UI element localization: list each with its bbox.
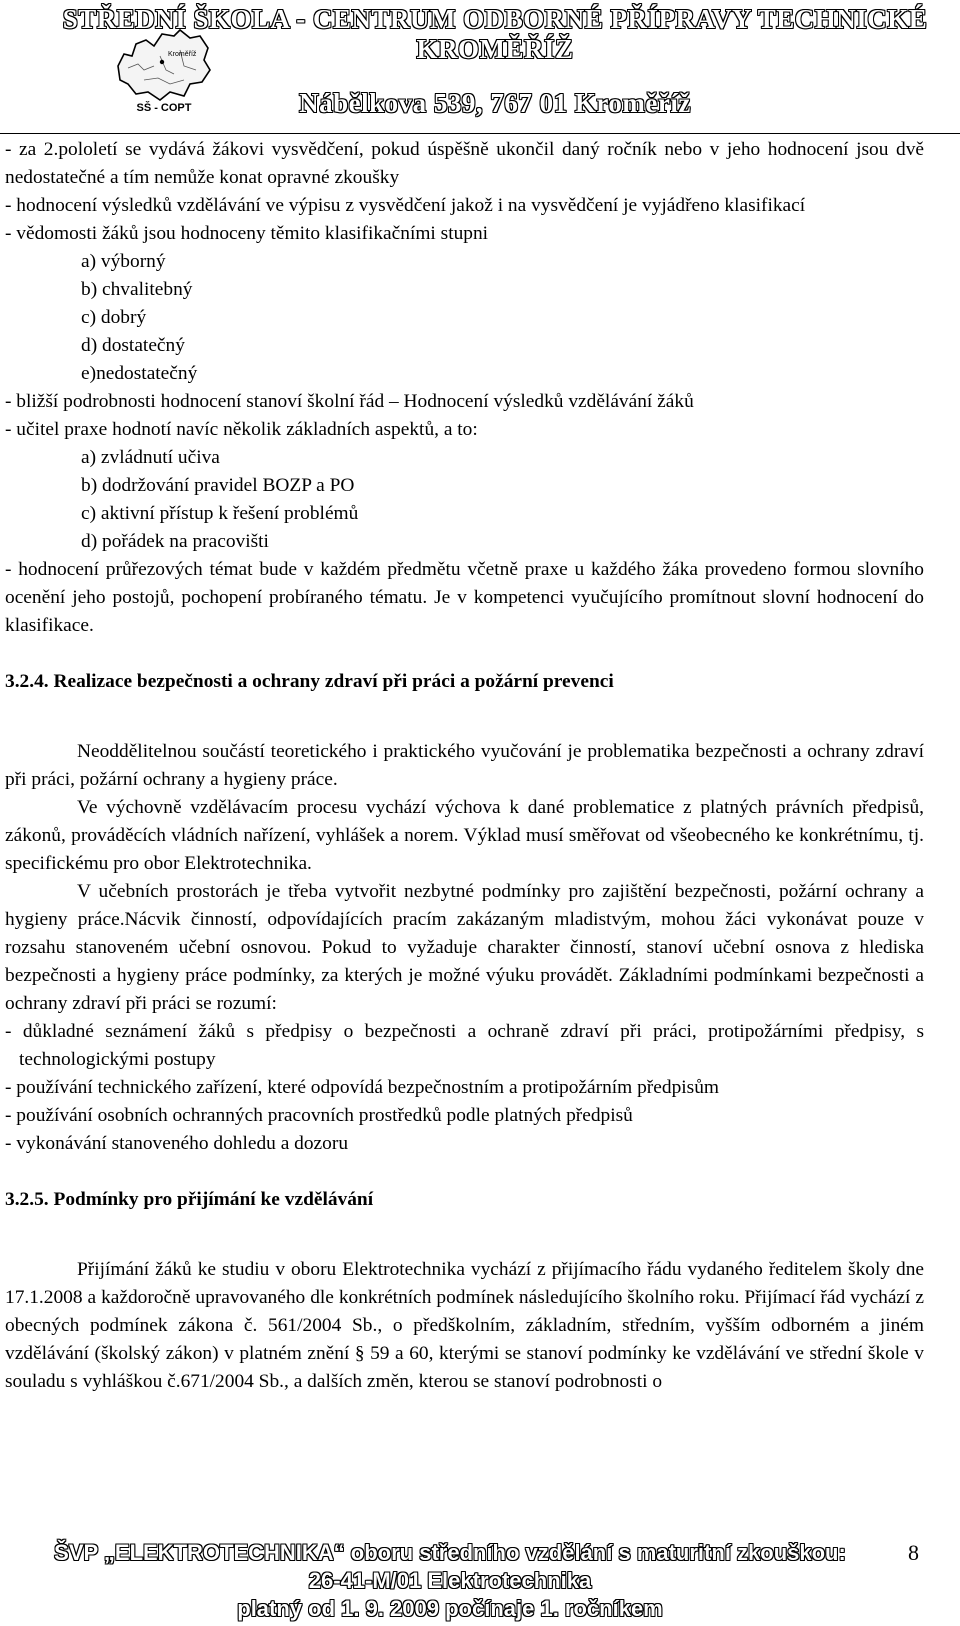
paragraph: Neoddělitelnou součástí teoretického i praktického vyučování je problematika bezpečnosti a ochrany zdraví při práci, požární ochrany a hygieny práce. xyxy=(5,741,924,790)
document-body xyxy=(5,136,924,1396)
paragraph: - hodnocení průřezových témat bude v každém předmětu včetně praxe u každého žáka provedeno formou slovního ocenění jeho postojů, pochopení probíraného tématu. Je v kompetenci vyučujícího promítnout slovní hodnocení do klasifikace. xyxy=(5,559,924,636)
logo-place-label: Kroměříž xyxy=(168,51,197,58)
list-item: c) dobrý xyxy=(81,307,147,328)
list-item: a) zvládnutí učiva xyxy=(81,447,220,468)
footer-validity: platný od 1. 9. 2009 počínaje 1. ročníkem xyxy=(237,1596,663,1621)
list-item: b) chvalitebný xyxy=(81,279,193,300)
list-item: c) aktivní přístup k řešení problémů xyxy=(81,503,359,524)
footer-field-code: 26-41-M/01 Elektrotechnika xyxy=(308,1568,592,1593)
paragraph: - hodnocení výsledků vzdělávání ve výpisu z vysvědčení jakož i na vysvědčení je vyjádřeno klasifikací xyxy=(5,195,806,216)
paragraph: - vědomosti žáků jsou hodnoceny těmito klasifikačními stupni xyxy=(5,223,489,244)
section-heading-3-2-4: 3.2.4. Realizace bezpečnosti a ochrany zdraví při práci a požární prevenci xyxy=(5,671,614,692)
paragraph: Přijímání žáků ke studiu v oboru Elektrotechnika vychází z přijímacího řádu vydaného ředitelem školy dne 17.1.2008 a každoročně upravovaného dle konkrétních podmínek následujícího školního roku. Přijímací řád vychází z obecných podmínek zákona č. 561/2004 Sb., o předškolním, základním, středním, vyšším odborném a jiném vzdělávání (školský zákon) v platném znění § 59 a 60, kterými se stanoví podmínky ke vzdělávání ve střední škole v souladu s vyhláškou č.671/2004 Sb., a dalších změn, kterou se stanoví podrobnosti o xyxy=(5,1259,924,1392)
region-map-icon xyxy=(114,26,214,104)
page-footer xyxy=(0,1532,960,1626)
paragraph: - bližší podrobnosti hodnocení stanoví školní řád – Hodnocení výsledků vzdělávání žáků xyxy=(5,391,694,412)
header-divider xyxy=(0,133,960,134)
list-item: - důkladné seznámení žáků s předpisy o bezpečnosti a ochraně zdraví při práci, protipožárními předpisy, s technologickými postupy xyxy=(5,1021,924,1070)
page-header xyxy=(0,0,960,132)
school-logo xyxy=(114,26,214,122)
list-item: d) pořádek na pracovišti xyxy=(81,531,269,552)
list-item: - vykonávání stanoveného dohledu a dozoru xyxy=(5,1133,349,1154)
school-address: Nábělkova 539, 767 01 Kroměříž xyxy=(299,88,691,118)
logo-caption: SŠ - COPT xyxy=(136,102,192,114)
section-heading-3-2-5: 3.2.5. Podmínky pro přijímání ke vzdělávání xyxy=(5,1189,374,1210)
list-item: - používání technického zařízení, které odpovídá bezpečnostním a protipožárním předpisům xyxy=(5,1077,719,1098)
page-number: 8 xyxy=(908,1540,919,1565)
school-name-line2: KROMĚŘÍŽ xyxy=(416,34,574,64)
list-item: a) výborný xyxy=(81,251,166,272)
paragraph: - učitel praxe hodnotí navíc několik základních aspektů, a to: xyxy=(5,419,478,440)
list-item: - používání osobních ochranných pracovních prostředků podle platných předpisů xyxy=(5,1105,633,1126)
footer-program-title: ŠVP „ELEKTROTECHNIKA“ oboru středního vzdělání s maturitní zkouškou: xyxy=(54,1540,846,1565)
paragraph: Ve výchovně vzdělávacím procesu vychází výchova k dané problematice z platných právních předpisů, zákonů, prováděcích vládních nařízení, vyhlášek a norem. Výklad musí směřovat od všeobecného ke konkrétnímu, tj. specifickému pro obor Elektrotechnika. xyxy=(5,797,924,874)
list-item: d) dostatečný xyxy=(81,335,185,356)
list-item: e)nedostatečný xyxy=(81,363,198,384)
paragraph: V učebních prostorách je třeba vytvořit nezbytné podmínky pro zajištění bezpečnosti, požární ochrany a hygieny práce.Nácvik činností, odpovídajících pracím zakázaným mladistvým, mohou žáci vykonávat pouze v rozsahu stanoveném učební osnovou. Pokud to vyžaduje charakter činností, stanoví učební osnova z hlediska bezpečnosti a hygieny práce podmínky, za kterých je možné výuku provádět. Základními podmínkami bezpečnosti a ochrany zdraví při práci se rozumí: xyxy=(5,881,924,1014)
school-name-line1: STŘEDNÍ ŠKOLA - CENTRUM ODBORNÉ PŘÍPRAVY TECHNICKÉ xyxy=(62,4,928,34)
paragraph: - za 2.pololetí se vydává žákovi vysvědčení, pokud úspěšně ukončil daný ročník nebo v jeho hodnocení jsou dvě nedostatečné a tím nemůže konat opravné zkoušky xyxy=(5,139,924,188)
list-item: b) dodržování pravidel BOZP a PO xyxy=(81,475,355,496)
